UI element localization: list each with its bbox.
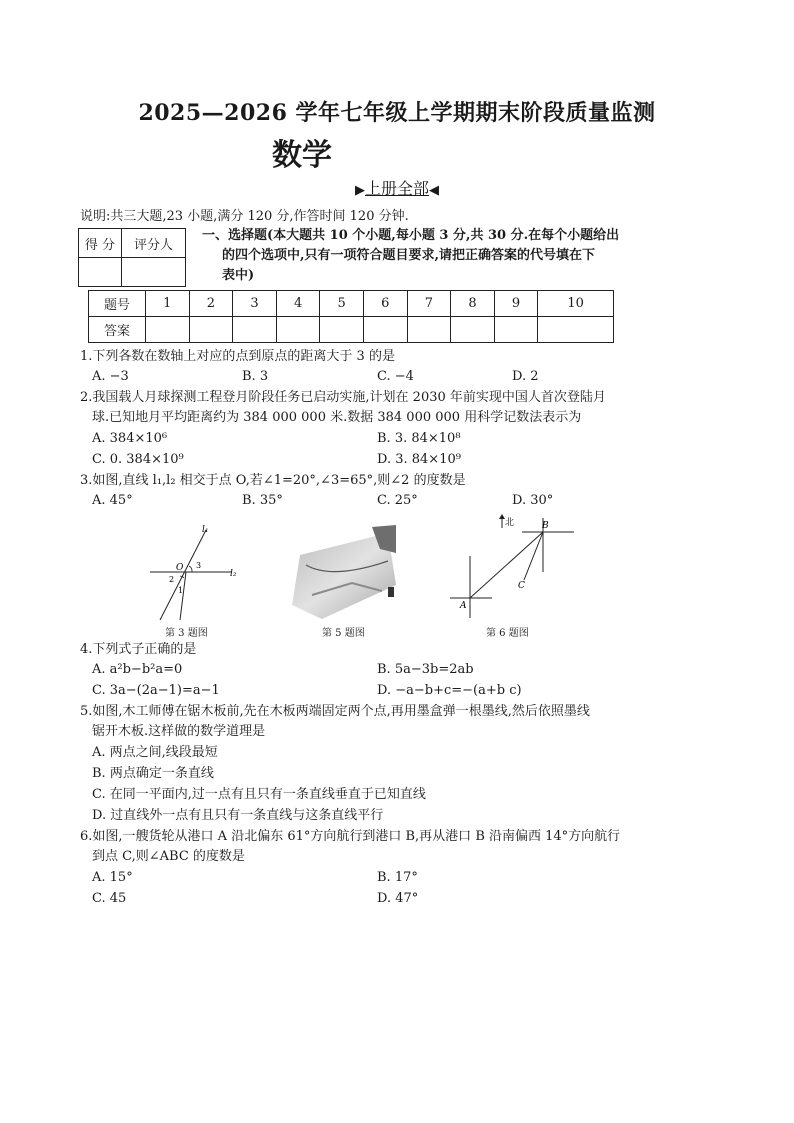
score-box xyxy=(78,228,186,287)
question-number-cell: 5 xyxy=(320,291,364,317)
q6-option-b: B. 17° xyxy=(377,870,418,885)
fig3-line-l1 xyxy=(160,530,206,620)
q3-stem: 3.如图,直线 l₁,l₂ 相交于点 O,若∠1=20°,∠3=65°,则∠2 的度数是 xyxy=(80,473,466,488)
answer-cell[interactable] xyxy=(233,317,277,343)
fig6-label-c: C xyxy=(518,581,525,591)
q6-stem-line2: 到点 C,则∠ABC 的度数是 xyxy=(92,849,245,864)
subject-title: 数学 xyxy=(272,138,332,173)
fig3-caption: 第 3 题图 xyxy=(165,628,208,639)
answer-cell[interactable] xyxy=(407,317,451,343)
section1-line3: 表中) xyxy=(222,268,255,283)
q2-option-c: C. 0. 384×10⁹ xyxy=(92,452,184,467)
q5-option-d: D. 过直线外一点有且只有一条直线与这条直线平行 xyxy=(92,808,384,823)
fig3-arc-3 xyxy=(189,566,192,572)
question-number-cell: 9 xyxy=(494,291,538,317)
scope-text: 上册全部 xyxy=(364,179,429,198)
question-number-cell: 6 xyxy=(363,291,407,317)
exam-title: 2025—2026 学年七年级上学期期末阶段质量监测 xyxy=(138,100,656,126)
q2-option-d: D. 3. 84×10⁹ xyxy=(377,452,461,467)
figure-5-photo xyxy=(292,525,396,619)
q4-stem: 4.下列式子正确的是 xyxy=(80,642,197,657)
q3-option-d: D. 30° xyxy=(512,493,554,508)
question-number-cell: 3 xyxy=(233,291,277,317)
question-number-cell: 2 xyxy=(189,291,233,317)
fig6-segment-bc xyxy=(524,532,543,580)
fig6-segment-ab xyxy=(470,532,543,598)
q1-stem: 1.下列各数在数轴上对应的点到原点的距离大于 3 的是 xyxy=(80,349,395,364)
q1-option-c: C. −4 xyxy=(377,369,414,384)
q2-option-a: A. 384×10⁶ xyxy=(92,431,168,446)
q3-option-c: C. 25° xyxy=(377,493,418,508)
q2-stem-line1: 2.我国载人月球探测工程登月阶段任务已启动实施,计划在 2030 年前实现中国人首次登陆月 xyxy=(80,390,606,405)
q3-option-a: A. 45° xyxy=(92,493,133,508)
figure-3 xyxy=(140,520,250,620)
q2-stem-line2: 球.已知地月平均距离约为 384 000 000 米.数据 384 000 000 用科学记数法表示为 xyxy=(92,410,582,425)
q5-stem-line1: 5.如图,木工师傅在锯木板前,先在木板两端固定两个点,再用墨盒弹一根墨线,然后依照墨线 xyxy=(80,704,590,719)
q4-option-c: C. 3a−(2a−1)=a−1 xyxy=(92,683,220,698)
fig6-label-north: 北 xyxy=(505,518,515,528)
answer-cell[interactable] xyxy=(276,317,320,343)
fig6-label-b: B xyxy=(542,521,549,531)
q6-option-c: C. 45 xyxy=(92,891,127,906)
question-number-cell: 1 xyxy=(146,291,190,317)
question-number-cell: 7 xyxy=(407,291,451,317)
fig3-label-3: 3 xyxy=(196,561,202,570)
q6-option-d: D. 47° xyxy=(377,891,419,906)
q1-option-d: D. 2 xyxy=(512,369,539,384)
scope-label xyxy=(0,176,794,199)
fig3-label-o: O xyxy=(176,563,184,573)
question-number-cell: 4 xyxy=(276,291,320,317)
answer-cell[interactable] xyxy=(538,317,614,343)
answer-table-header-label: 题号 xyxy=(89,291,146,317)
q4-option-b: B. 5a−3b=2ab xyxy=(377,662,474,677)
score-label: 得 分 xyxy=(79,229,122,258)
question-number-cell: 10 xyxy=(538,291,614,317)
answer-cell[interactable] xyxy=(494,317,538,343)
q6-option-a: A. 15° xyxy=(92,870,133,885)
triangle-left-icon: ◀ xyxy=(429,183,439,198)
exam-note: 说明:共三大题,23 小题,满分 120 分,作答时间 120 分钟. xyxy=(80,209,409,224)
triangle-right-icon: ▶ xyxy=(354,183,365,198)
answer-cell[interactable] xyxy=(451,317,495,343)
answer-cell[interactable] xyxy=(146,317,190,343)
fig5-caption: 第 5 题图 xyxy=(322,628,365,639)
q1-option-a: A. −3 xyxy=(92,369,129,384)
q5-option-a: A. 两点之间,线段最短 xyxy=(92,745,218,760)
answer-table-answer-label: 答案 xyxy=(89,317,146,343)
q5-option-c: C. 在同一平面内,过一点有且只有一条直线垂直于已知直线 xyxy=(92,787,426,802)
answer-cell[interactable] xyxy=(363,317,407,343)
q1-option-b: B. 3 xyxy=(242,369,269,384)
section1-line2: 的四个选项中,只有一项符合题目要求,请把正确答案的代号填在下 xyxy=(222,248,596,263)
section1-line1: 一、选择题(本大题共 10 个小题,每小题 3 分,共 30 分.在每个小题给出 xyxy=(202,228,620,243)
q4-option-d: D. −a−b+c=−(a+b c) xyxy=(377,683,522,698)
q5-stem-line2: 锯开木板.这样做的数学道理是 xyxy=(92,724,266,739)
q4-option-a: A. a²b−b²a=0 xyxy=(92,662,183,677)
fig6-label-a: A xyxy=(460,601,467,611)
q2-option-b: B. 3. 84×10⁸ xyxy=(377,431,461,446)
answer-cell[interactable] xyxy=(189,317,233,343)
score-cell[interactable] xyxy=(79,258,122,287)
fig6-caption: 第 6 题图 xyxy=(486,628,529,639)
question-number-cell: 8 xyxy=(451,291,495,317)
grader-cell[interactable] xyxy=(122,258,186,287)
answer-cell[interactable] xyxy=(320,317,364,343)
q5-option-b: B. 两点确定一条直线 xyxy=(92,766,214,781)
fig3-label-2: 2 xyxy=(169,575,175,584)
grader-label: 评分人 xyxy=(122,229,186,258)
q6-stem-line1: 6.如图,一艘货轮从港口 A 沿北偏东 61°方向航行到港口 B,再从港口 B 沿南偏西 14°方向航行 xyxy=(80,829,621,844)
q3-option-b: B. 35° xyxy=(242,493,283,508)
fig3-label-l1: l₁ xyxy=(202,525,209,535)
answer-table xyxy=(88,290,614,343)
fig3-label-l2: l₂ xyxy=(230,569,237,579)
figure-6 xyxy=(448,512,578,618)
fig3-label-1: 1 xyxy=(178,586,184,595)
